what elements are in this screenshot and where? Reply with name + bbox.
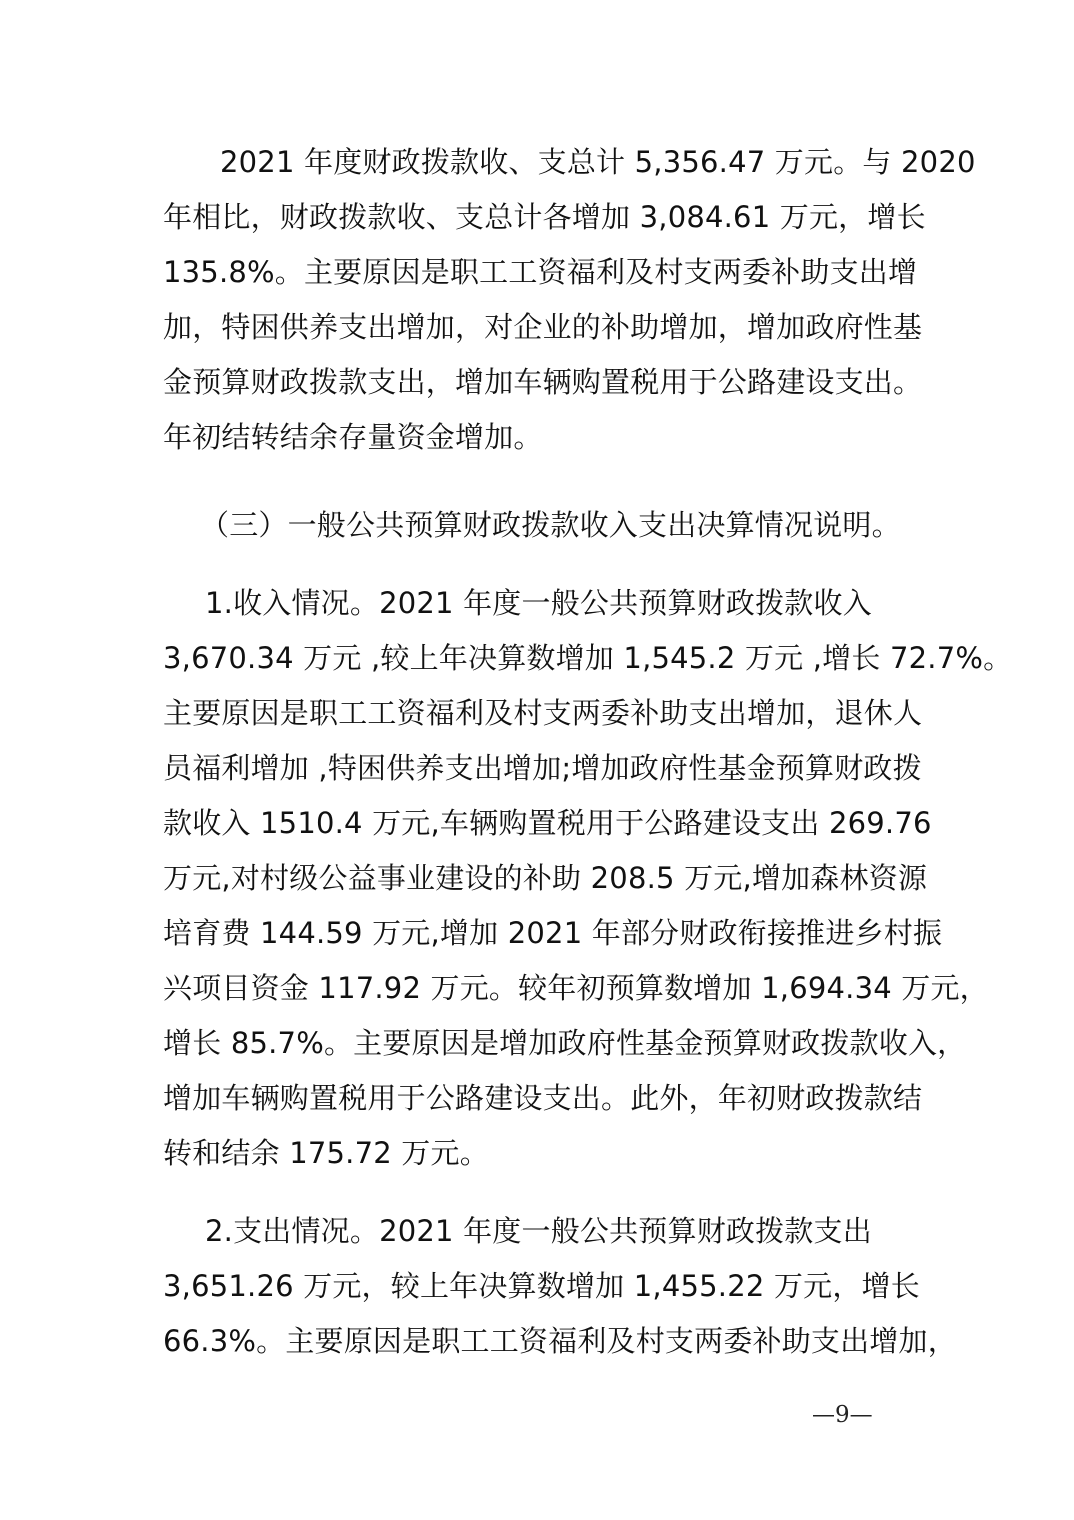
paragraph-1-line-1: 2021 年度财政拨款收、支总计 5,356.47 万元。与 2020: [220, 145, 976, 179]
paragraph-1-line-5: 金预算财政拨款支出，增加车辆购置税用于公路建设支出。: [163, 365, 923, 399]
income-line-10: 增加车辆购置税用于公路建设支出。此外，年初财政拨款结: [163, 1081, 923, 1115]
paragraph-1-line-2: 年相比，财政拨款收、支总计各增加 3,084.61 万元，增长: [163, 200, 926, 234]
income-line-4: 员福利增加 ,特困供养支出增加;增加政府性基金预算财政拨: [163, 751, 922, 785]
section-heading: （三）一般公共预算财政拨款收入支出决算情况说明。: [200, 508, 901, 542]
income-line-3: 主要原因是职工工资福利及村支两委补助支出增加，退休人: [163, 696, 923, 730]
expense-line-1: 2.支出情况。2021 年度一般公共预算财政拨款支出: [205, 1214, 872, 1248]
income-line-1: 1.收入情况。2021 年度一般公共预算财政拨款收入: [205, 586, 872, 620]
expense-line-2: 3,651.26 万元，较上年决算数增加 1,455.22 万元，增长: [163, 1269, 920, 1303]
income-line-2: 3,670.34 万元 ,较上年决算数增加 1,545.2 万元 ,增长 72.7%。: [163, 641, 1013, 675]
paragraph-1-line-4: 加，特困供养支出增加，对企业的补助增加，增加政府性基: [163, 310, 923, 344]
expense-line-3: 66.3%。主要原因是职工工资福利及村支两委补助支出增加，: [163, 1324, 957, 1358]
paragraph-1-line-3: 135.8%。主要原因是职工工资福利及村支两委补助支出增: [163, 255, 918, 289]
income-line-9: 增长 85.7%。主要原因是增加政府性基金预算财政拨款收入，: [163, 1026, 967, 1060]
paragraph-1-line-6: 年初结转结余存量资金增加。: [163, 420, 543, 454]
page-number: —9—: [812, 1402, 873, 1428]
income-line-6: 万元,对村级公益事业建设的补助 208.5 万元,增加森林资源: [163, 861, 928, 895]
income-line-11: 转和结余 175.72 万元。: [163, 1136, 489, 1170]
income-line-8: 兴项目资金 117.92 万元。较年初预算数增加 1,694.34 万元，: [163, 971, 989, 1005]
income-line-7: 培育费 144.59 万元,增加 2021 年部分财政衔接推进乡村振: [163, 916, 943, 950]
income-line-5: 款收入 1510.4 万元,车辆购置税用于公路建设支出 269.76: [163, 806, 932, 840]
